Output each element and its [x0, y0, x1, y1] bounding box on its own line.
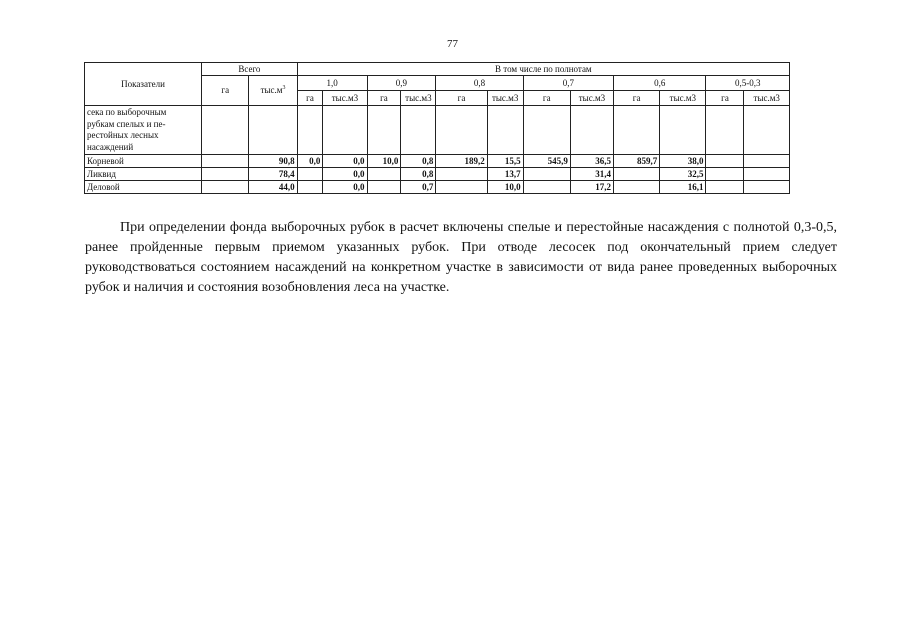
page-number: 77 [447, 38, 458, 50]
sub-m3-header: тыс.м3 [401, 91, 436, 106]
total-m3-header [249, 76, 297, 106]
sub-m3-header: тыс.м3 [487, 91, 523, 106]
m3-cell [744, 155, 790, 168]
sub-ha-header: га [436, 91, 487, 106]
total-ha-cell [202, 168, 249, 181]
ha-cell [436, 168, 487, 181]
density-header: 0,5-0,3 [706, 76, 790, 91]
m3-cell: 13,7 [487, 168, 523, 181]
ha-cell [436, 181, 487, 194]
including-header: В том числе по полнотам [297, 63, 789, 76]
ha-cell [706, 168, 744, 181]
table-row [85, 168, 790, 181]
table-row [85, 181, 790, 194]
density-header: 0,9 [367, 76, 436, 91]
sub-ha-header: га [706, 91, 744, 106]
ha-cell: 545,9 [523, 155, 570, 168]
header-row-1 [85, 63, 790, 76]
row-label: Корневой [85, 155, 202, 168]
m3-cell: 0,7 [401, 181, 436, 194]
density-header: 0,7 [523, 76, 613, 91]
density-header: 0,6 [614, 76, 706, 91]
m3-cell: 10,0 [487, 181, 523, 194]
total-ha-cell [202, 155, 249, 168]
m3-cell: 0,0 [323, 168, 367, 181]
total-header: Всего [202, 63, 298, 76]
ha-cell: 859,7 [614, 155, 660, 168]
section-row [85, 106, 790, 155]
ha-cell: 189,2 [436, 155, 487, 168]
total-m3-cell: 78,4 [249, 168, 297, 181]
total-m3-cell: 44,0 [249, 181, 297, 194]
ha-cell: 10,0 [367, 155, 401, 168]
ha-cell [297, 168, 323, 181]
m3-cell: 16,1 [660, 181, 706, 194]
m3-cell: 0,8 [401, 168, 436, 181]
data-table [84, 62, 790, 194]
ha-cell [614, 181, 660, 194]
sub-m3-header: тыс.м3 [744, 91, 790, 106]
ha-cell [297, 181, 323, 194]
ha-cell [523, 181, 570, 194]
table-row [85, 155, 790, 168]
m3-cell: 17,2 [570, 181, 613, 194]
m3-cell: 38,0 [660, 155, 706, 168]
body-paragraph: При определении фонда выборочных рубок в расчет включены спелые и перестойные насаждения с полнотой 0,3-0,5, ранее пройденные первым приемом указанных рубок. При отводе лесосек под окончательный прием следует руководствоваться состоянием насаждений на конкретном участке в зависимости от вида ранее проведенных выборочных рубок и наличия и состояния возобновления леса на участке. [85, 220, 837, 295]
ha-cell [367, 168, 401, 181]
m3-cell: 0,0 [323, 155, 367, 168]
m3-cell: 0,8 [401, 155, 436, 168]
sub-m3-header: тыс.м3 [660, 91, 706, 106]
density-header: 0,8 [436, 76, 523, 91]
m3-cell: 15,5 [487, 155, 523, 168]
m3-cell: 36,5 [570, 155, 613, 168]
ha-cell [706, 155, 744, 168]
sub-m3-header: тыс.м3 [323, 91, 367, 106]
sub-ha-header: га [614, 91, 660, 106]
total-m3-cell: 90,8 [249, 155, 297, 168]
section-label: сека по выборочным рубкам спелых и пе- рестойных лесных насаждений [85, 106, 202, 155]
ha-cell [614, 168, 660, 181]
total-m3-label: тыс.м [260, 85, 283, 95]
sub-ha-header: га [367, 91, 401, 106]
total-ha-header: га [202, 76, 249, 106]
ha-cell [367, 181, 401, 194]
m3-cell: 31,4 [570, 168, 613, 181]
ha-cell: 0,0 [297, 155, 323, 168]
sub-ha-header: га [297, 91, 323, 106]
m3-cell: 32,5 [660, 168, 706, 181]
total-m3-sup: 3 [282, 85, 286, 91]
row-label: Ликвид [85, 168, 202, 181]
density-header: 1,0 [297, 76, 367, 91]
total-ha-cell [202, 181, 249, 194]
sub-ha-header: га [523, 91, 570, 106]
sub-m3-header: тыс.м3 [570, 91, 613, 106]
ha-cell [706, 181, 744, 194]
m3-cell [744, 168, 790, 181]
ha-cell [523, 168, 570, 181]
m3-cell [744, 181, 790, 194]
row-label: Деловой [85, 181, 202, 194]
indicators-header: Показатели [85, 63, 202, 106]
m3-cell: 0,0 [323, 181, 367, 194]
